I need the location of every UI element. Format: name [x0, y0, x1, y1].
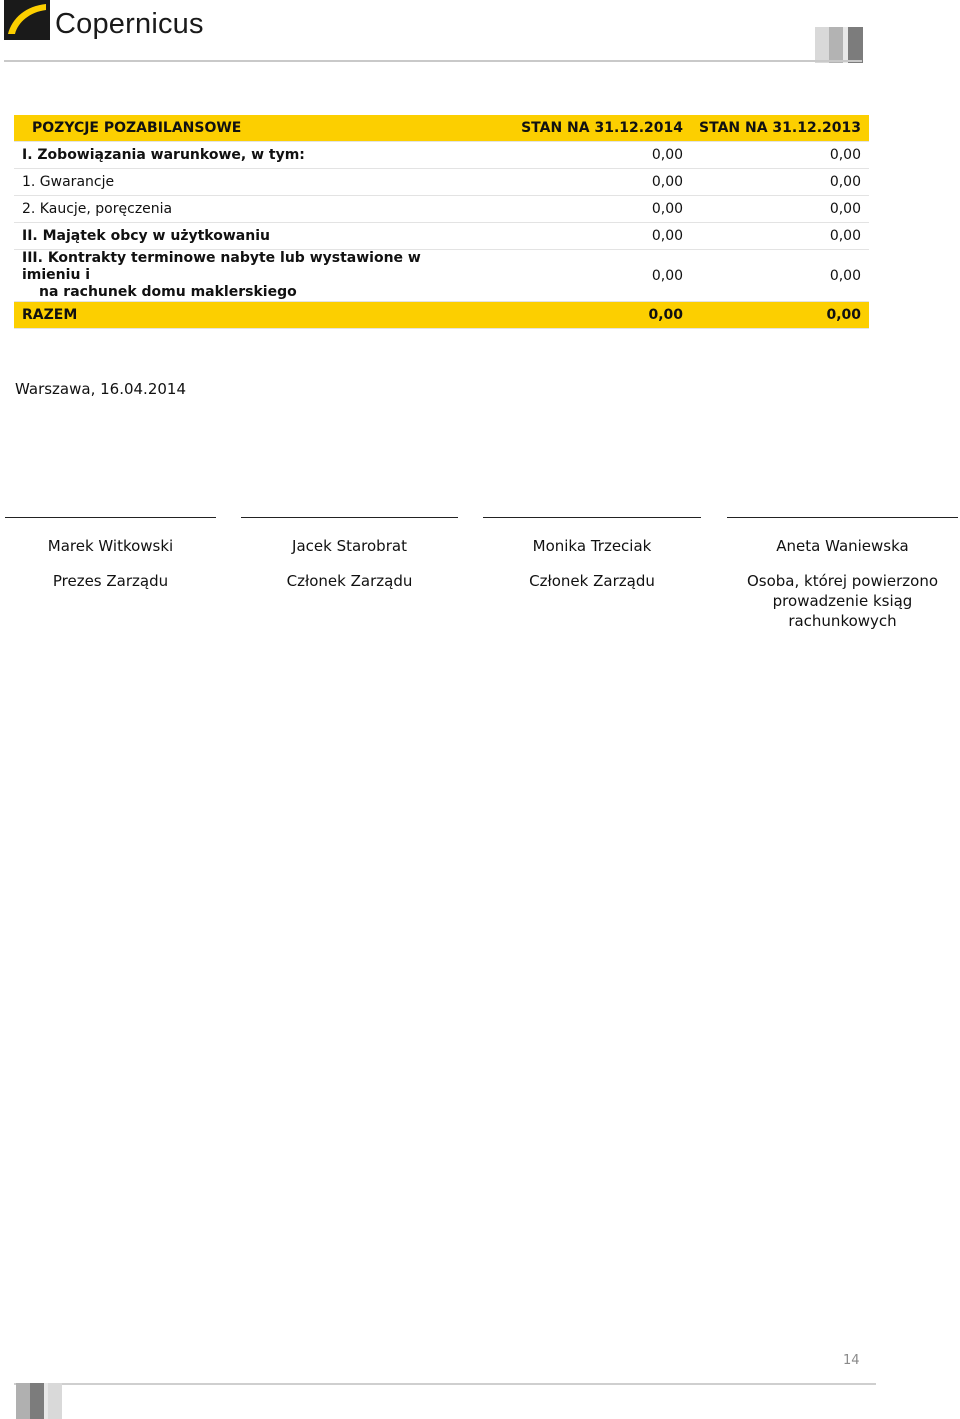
signer-role: Członek Zarządu: [529, 572, 655, 590]
signature-line: [241, 517, 458, 518]
page-number: 14: [843, 1353, 860, 1368]
row-value-2014: 0,00: [490, 169, 691, 196]
row-value-2013: 0,00: [691, 142, 869, 169]
signature-block: [727, 517, 958, 631]
place-and-date: Warszawa, 16.04.2014: [15, 380, 186, 398]
off-balance-table: [14, 115, 869, 329]
signer-name: Marek Witkowski: [47, 537, 174, 555]
table-row: [14, 142, 869, 169]
row-value-2013: 0,00: [691, 169, 869, 196]
signer-name: Jacek Starobrat: [292, 537, 407, 555]
row-value-2013: 0,00: [691, 196, 869, 223]
row-value-2014: 0,00: [490, 142, 691, 169]
signer-role-line1: Osoba, której powierzono: [746, 572, 939, 590]
signer-role: [727, 571, 958, 631]
signature-line: [727, 517, 958, 518]
row-label: I. Zobowiązania warunkowe, w tym:: [14, 142, 490, 169]
footer-decor-blocks: [16, 1383, 62, 1419]
signature-block: [483, 517, 701, 591]
row-value-2014: 0,00: [490, 196, 691, 223]
signer-name: Aneta Waniewska: [776, 537, 909, 555]
table-row: [14, 169, 869, 196]
signer-name: Monika Trzeciak: [532, 537, 652, 555]
row-label: II. Majątek obcy w użytkowaniu: [14, 223, 490, 250]
row-value-2013: 0,00: [691, 250, 869, 302]
signer-role: Prezes Zarządu: [52, 572, 169, 590]
signer-role-line3: rachunkowych: [788, 612, 897, 630]
total-value-2013: 0,00: [691, 302, 869, 329]
brand-name: Copernicus: [55, 8, 204, 40]
footer-divider: [14, 1383, 876, 1385]
table-row: [14, 196, 869, 223]
copernicus-logo-icon: [4, 0, 50, 40]
total-label: RAZEM: [14, 302, 490, 329]
row-label-line2: na rachunek domu maklerskiego: [39, 284, 297, 300]
row-label: 1. Gwarancje: [14, 169, 490, 196]
table-row: [14, 250, 869, 302]
total-value-2014: 0,00: [490, 302, 691, 329]
header-label: POZYCJE POZABILANSOWE: [14, 115, 490, 142]
table-row: [14, 223, 869, 250]
signature-block: [241, 517, 458, 591]
row-label-line1: III. Kontrakty terminowe nabyte lub wystawione w imieniu i: [22, 250, 421, 283]
signer-role: Członek Zarządu: [286, 572, 413, 590]
header-col-2013: STAN NA 31.12.2013: [691, 115, 869, 142]
row-label: [14, 250, 490, 302]
signature-line: [5, 517, 216, 518]
header-decor-blocks: [815, 27, 863, 63]
signature-line: [483, 517, 701, 518]
row-label: 2. Kaucje, poręczenia: [14, 196, 490, 223]
table-total-row: [14, 302, 869, 329]
row-value-2013: 0,00: [691, 223, 869, 250]
signature-block: [5, 517, 216, 591]
signer-role-line2: prowadzenie ksiąg: [772, 592, 913, 610]
header-col-2014: STAN NA 31.12.2014: [490, 115, 691, 142]
header-divider: [4, 60, 862, 62]
table-header-row: [14, 115, 869, 142]
row-value-2014: 0,00: [490, 223, 691, 250]
row-value-2014: 0,00: [490, 250, 691, 302]
